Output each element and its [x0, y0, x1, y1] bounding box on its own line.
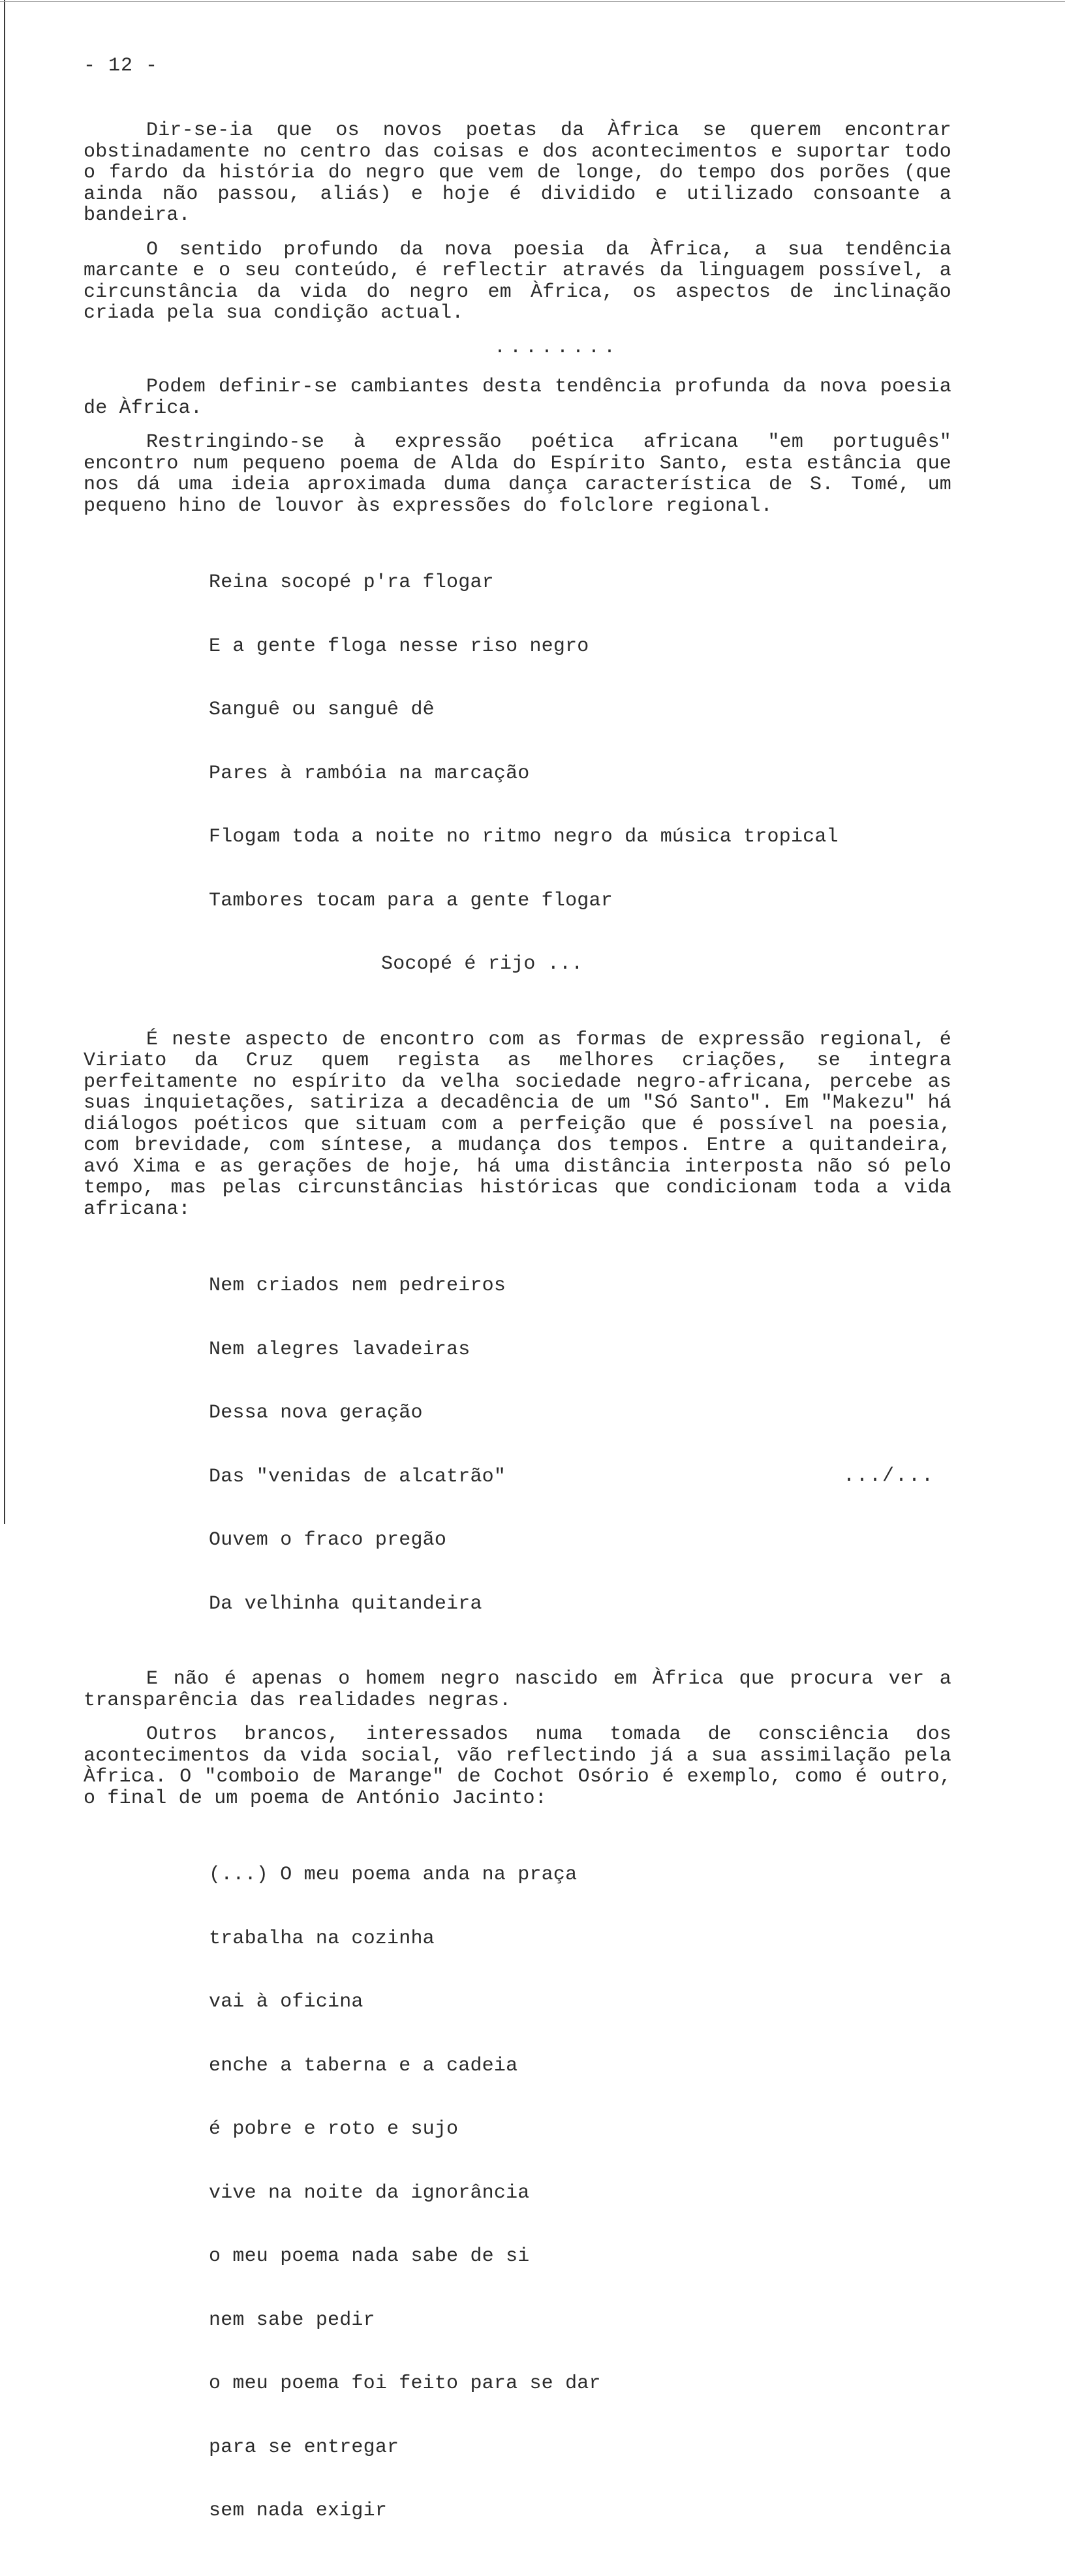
- verse-line: Dessa nova geração: [209, 1402, 423, 1424]
- verse-line: vive na noite da ignorância: [209, 2181, 530, 2204]
- verse-line: trabalha na cozinha: [209, 1927, 435, 1950]
- verse-line: enche a taberna e a cadeia: [209, 2054, 518, 2077]
- poem-antonio-jacinto: [209, 1822, 951, 2564]
- poem-viriato-da-cruz: [209, 1233, 951, 1657]
- paragraph-3: Podem definir-se cambiantes desta tendência profunda da nova poesia de Àfrica.: [84, 376, 951, 419]
- page-body: [84, 120, 951, 2576]
- verse-line: Pares à rambóia na marcação: [209, 762, 530, 785]
- continued-marker: .../...: [842, 1465, 934, 1487]
- verse-line: o meu poema nada sabe de si: [209, 2245, 530, 2267]
- paragraph-2: O sentido profundo da nova poesia da Àfrica, a sua tendência marcante e o seu conteúdo, é reflectir através da linguagem possível, a circunstância da vida do negro em Àfrica, os aspectos de inclinação criada pela sua condição actual.: [84, 238, 951, 324]
- verse-line: Nem criados nem pedreiros: [209, 1275, 506, 1297]
- verse-line: vai à oficina: [209, 1991, 363, 2013]
- verse-line: sem nada exigir: [209, 2500, 388, 2522]
- verse-line: E a gente floga nesse riso negro: [209, 635, 589, 658]
- verse-line: Das "venidas de alcatrão": [209, 1465, 506, 1488]
- verse-line: Ouvem o fraco pregão: [209, 1529, 447, 1551]
- verse-line: é pobre e roto e sujo: [209, 2118, 459, 2140]
- paragraph-1: Dir-se-ia que os novos poetas da Àfrica se querem encontrar obstinadamente no centro das coisas e dos acontecimentos e suportar todo o fardo da história do negro que vem de longe, do tempo dos porões (que ainda não passou, aliás) e hoje é dividido e utilizado consoante a bandeira.: [84, 119, 951, 226]
- verse-line: Nem alegres lavadeiras: [209, 1338, 471, 1361]
- verse-line-refrain: Socopé é rijo ...: [381, 953, 583, 975]
- verse-line: (...) O meu poema anda na praça: [209, 1864, 578, 1886]
- paragraph-5: É neste aspecto de encontro com as formas de expressão regional, é Viriato da Cruz quem regista as melhores criações, se integra perfeitamente no espírito da velha sociedade negro-africana, percebe as suas inquietações, satiriza a decadência de um "Só Santo". Em "Makezu" há diálogos poéticos que situam com a perfeição que é possível na poesia, com brevidade, com síntese, a mudança dos tempos. Entre a quitandeira, avó Xima e as gerações de hoje, há uma distância interposta não só pelo tempo, mas pelas circunstâncias históricas que condicionam toda a vida africana:: [84, 1028, 951, 1220]
- page-number: - 12 -: [84, 55, 159, 77]
- page-top-edge: [0, 1, 1065, 2]
- paragraph-4: Restringindo-se à expressão poética africana "em português" encontro num pequeno poema de Alda do Espírito Santo, esta estância que nos dá uma ideia aproximada duma dança característica de S. Tomé, um pequeno hino de louvor às expressões do folclore regional.: [84, 431, 951, 517]
- paragraph-7: Outros brancos, interessados numa tomada de consciência dos acontecimentos da vida social, vão reflectindo já a sua assimilação pela Àfrica. O "comboio de Marange" de Cochot Osório é exemplo, como é outro, o final de um poema de António Jacinto:: [84, 1723, 951, 1810]
- page-left-edge: [4, 0, 5, 1524]
- verse-line: nem sabe pedir: [209, 2309, 375, 2331]
- verse-line: Da velhinha quitandeira: [209, 1592, 482, 1615]
- poem-alda-espirito-santo: [209, 530, 951, 1018]
- paragraph-6: E não é apenas o homem negro nascido em Àfrica que procura ver a transparência das realidades negras.: [84, 1668, 951, 1712]
- verse-line: para se entregar: [209, 2436, 399, 2459]
- verse-line: Sanguê ou sanguê dê: [209, 699, 435, 721]
- verse-line: Flogam toda a noite no ritmo negro da música tropical: [209, 826, 839, 848]
- verse-line: Tambores tocam para a gente flogar: [209, 889, 613, 912]
- verse-line: Reina socopé p'ra flogar: [209, 571, 494, 594]
- section-separator: ........: [493, 336, 620, 359]
- verse-line: o meu poema foi feito para se dar: [209, 2372, 601, 2395]
